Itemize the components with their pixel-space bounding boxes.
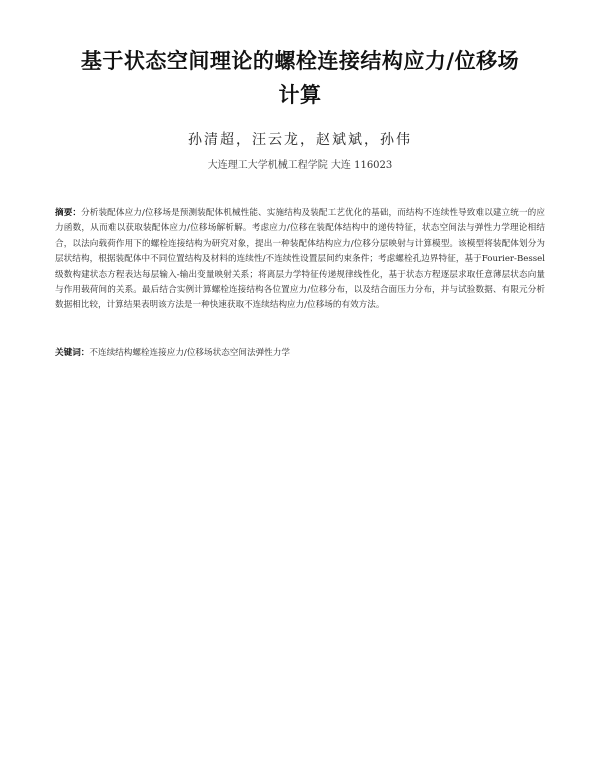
abstract	[55, 206, 545, 314]
keywords-label: 关键词：	[55, 348, 90, 358]
keywords-text: 不连续结构螺栓连接应力/位移场状态空间法弹性力学	[89, 348, 290, 358]
author-list: 孙清超，汪云龙，赵斌斌，孙伟	[188, 132, 412, 148]
abstract-text: 分析装配体应力/位移场是预测装配体机械性能、实施结构及装配工艺优化的基础，而结构不连续性导致难以建立统一的应力函数，从而难以获取装配体应力/位移场解析解。考虑应力/位移在装配体结构中的递传特征，状态空间法与弹性力学理论相结合，以法向载荷作用下的螺栓连接结构为研究对象，提出一种装配体结构应力/位移分层映射与计算模型。该模型将装配体划分为层状结构，根据装配体中不同位置结构及材料的连续性/不连续性设置层间约束条件；考虑螺栓孔边界特征，基于Fourier-Bessel级数构建状态方程表达每层输入-输出变量映射关系；将离层力学特征传递规律线性化，基于状态方程逐层求取任意薄层状态向量与作用载荷间的关系。最后结合实例计算螺栓连接结构各位置应力/位移分布，以及结合面压力分布，并与试验数据、有限元分析数据相比较，计算结果表明该方法是一种快速获取不连续结构应力/位移场的有效方法。	[55, 208, 545, 311]
abstract-label: 摘要：	[55, 208, 82, 218]
title-line-2: 计算	[278, 83, 322, 107]
keywords	[55, 346, 545, 361]
paper-title	[60, 44, 540, 112]
author-affiliation: 大连理工大学机械工程学院 大连 116023	[207, 160, 393, 171]
title-line-1: 基于状态空间理论的螺栓连接结构应力/位移场	[80, 49, 520, 73]
